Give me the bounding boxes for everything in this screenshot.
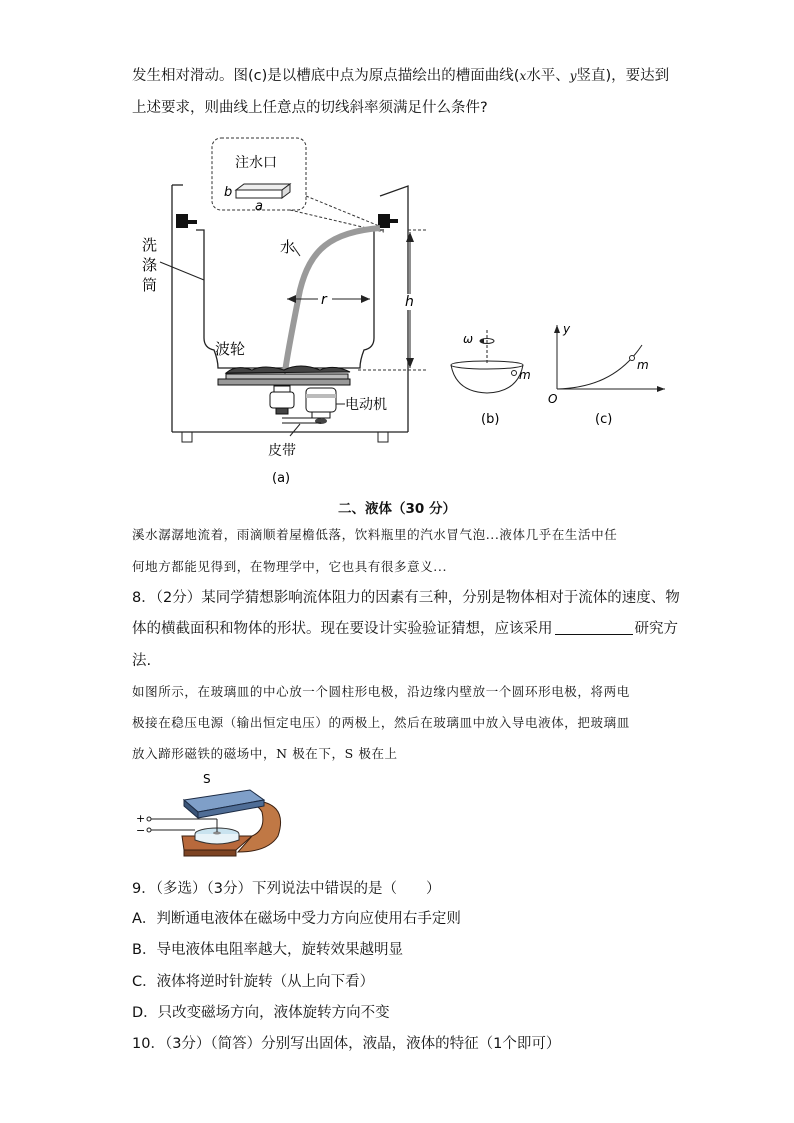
q9-option-d[interactable]: D．只改变磁场方向，液体旋转方向不变 bbox=[132, 1005, 390, 1021]
y-variable: y bbox=[569, 69, 577, 83]
inlet-slot-front bbox=[236, 190, 282, 198]
figure-b-bowl bbox=[445, 325, 535, 430]
figure-c-curve bbox=[545, 320, 670, 430]
omega-label: ω bbox=[463, 332, 474, 346]
figure-b-caption: (b) bbox=[481, 412, 500, 427]
section-title: 二、液体（30 分） bbox=[338, 501, 456, 517]
minus-terminal: − bbox=[136, 824, 146, 837]
inlet-label: 注水口 bbox=[235, 155, 277, 171]
gearbox bbox=[270, 392, 294, 408]
q9-option-c[interactable]: C．液体将逆时针旋转（从上向下看） bbox=[132, 974, 375, 990]
q8-text-b: 研究方 bbox=[634, 621, 678, 637]
impeller-label: 波轮 bbox=[215, 340, 246, 358]
dim-b: b bbox=[224, 185, 233, 200]
intro-text-a: 发生相对滑动。图(c)是以槽底中点为原点描绘出的槽面曲线( bbox=[132, 68, 520, 84]
magnet-figure bbox=[132, 770, 292, 862]
figure-a-caption: (a) bbox=[272, 471, 291, 486]
setup-line-1: 如图所示，在玻璃皿的中心放一个圆柱形电极，沿边缘内壁放一个圆环形电极，将两电 bbox=[132, 684, 630, 699]
left-rim-block bbox=[176, 214, 188, 228]
plus-terminal: + bbox=[136, 812, 146, 825]
impeller-plate bbox=[226, 374, 348, 379]
y-axis-label: y bbox=[563, 322, 571, 336]
belt-label: 皮带 bbox=[268, 443, 296, 459]
q9-option-a[interactable]: A．判断通电液体在磁场中受力方向应使用右手定则 bbox=[132, 911, 461, 927]
base-plate bbox=[218, 379, 350, 385]
intro-line-1 bbox=[132, 66, 669, 86]
intro-text-b: 水平、 bbox=[526, 68, 570, 84]
x-variable: x bbox=[519, 69, 527, 83]
section-intro-1: 溪水潺潺地流着，雨滴顺着屋檐低落，饮料瓶里的汽水冒气泡...液体几乎在生活中任 bbox=[132, 527, 618, 542]
q8-line-2 bbox=[132, 619, 678, 639]
figure-c-caption: (c) bbox=[595, 412, 613, 427]
radius-label: r bbox=[321, 292, 327, 308]
s-pole-label: S bbox=[203, 772, 211, 786]
intro-line-2: 上述要求，则曲线上任意点的切线斜率须满足什么条件? bbox=[132, 100, 488, 116]
drum-label-1: 洗 bbox=[142, 236, 158, 254]
origin-label: O bbox=[548, 392, 558, 406]
q8-text-a: 体的横截面积和物体的形状。现在要设计实验验证猜想，应该采用 bbox=[132, 621, 553, 637]
motor-label: 电动机 bbox=[345, 397, 387, 413]
curve-mass: m bbox=[637, 358, 649, 372]
setup-line-3: 放入蹄形磁铁的磁场中，N 极在下，S 极在上 bbox=[132, 746, 398, 761]
drum-label-2: 涤 bbox=[142, 256, 158, 274]
q10-stem: 10．（3分）（简答）分别写出固体，液晶，液体的特征（1个即可） bbox=[132, 1036, 561, 1052]
intro-text-c: 竖直)，要达到 bbox=[576, 68, 670, 84]
motor bbox=[306, 388, 336, 412]
setup-line-2: 极接在稳压电源（输出恒定电压）的两极上，然后在玻璃皿中放入导电液体，把玻璃皿 bbox=[132, 715, 630, 730]
q8-line-3: 法. bbox=[132, 653, 152, 669]
water-label: 水 bbox=[280, 238, 296, 256]
inlet-slot-top bbox=[236, 184, 290, 190]
drum-label-3: 筒 bbox=[142, 276, 158, 294]
dim-a: a bbox=[255, 199, 263, 214]
q9-stem: 9．（多选）（3分）下列说法中错误的是（ ） bbox=[132, 881, 441, 897]
q9-option-b[interactable]: B．导电液体电阻率越大，旋转效果越明显 bbox=[132, 942, 403, 958]
curve bbox=[557, 345, 642, 389]
bowl-mass: m bbox=[519, 368, 531, 382]
figure-a-washing-machine bbox=[140, 135, 440, 490]
height-label: h bbox=[405, 294, 414, 310]
q8-line-1: 8．（2分）某同学猜想影响流体阻力的因素有三种，分别是物体相对于流体的速度、物 bbox=[132, 590, 680, 606]
section-intro-2: 何地方都能见得到，在物理学中，它也具有很多意义... bbox=[132, 559, 448, 574]
q8-answer-blank[interactable] bbox=[555, 620, 633, 635]
